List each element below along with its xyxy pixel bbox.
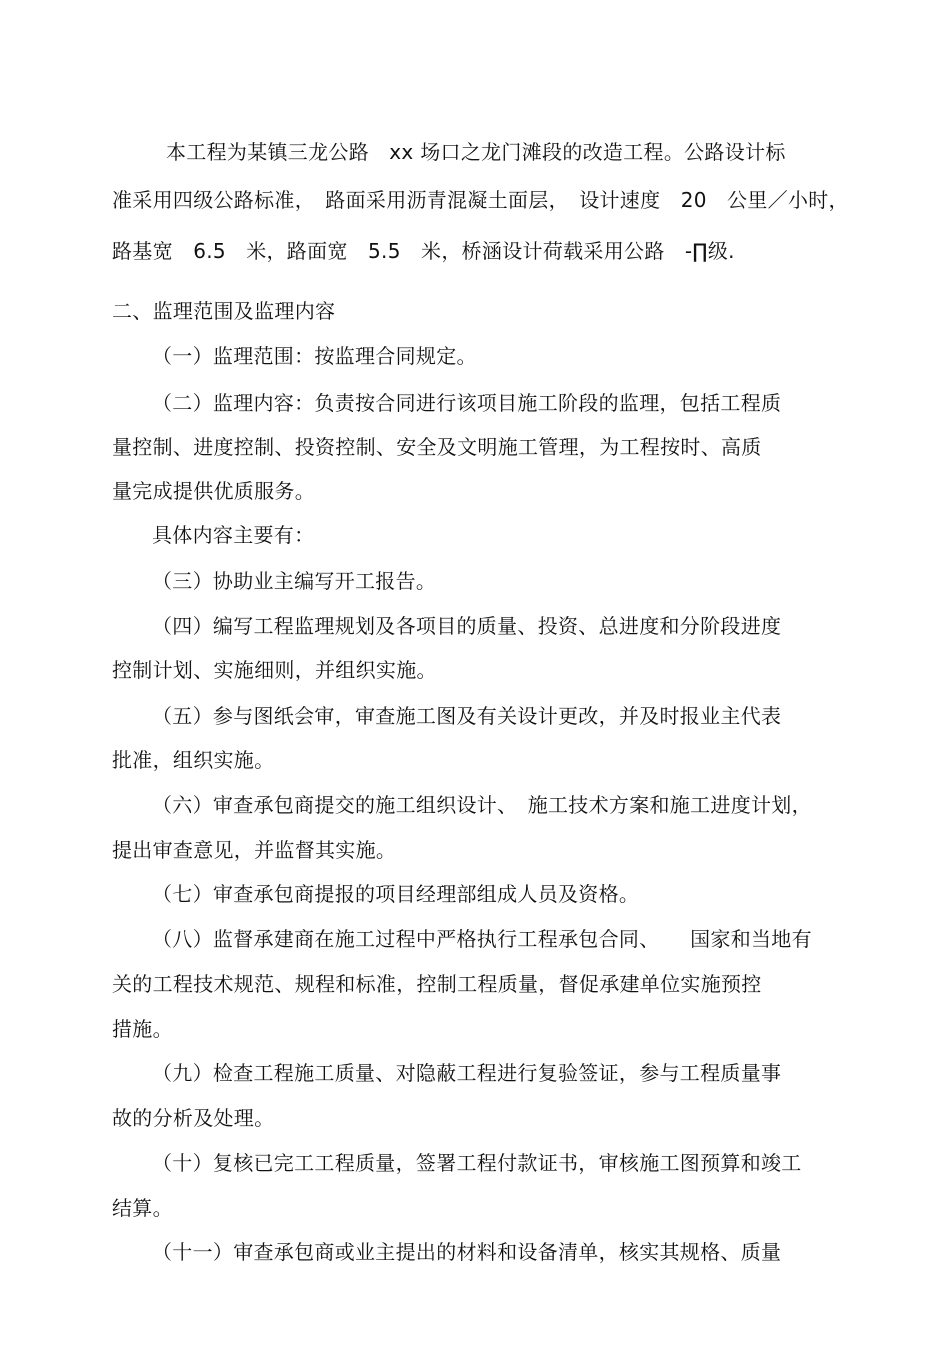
paragraph-line: （十一）审查承包商或业主提出的材料和设备清单，核实其规格、质量 [152, 1240, 782, 1264]
paragraph-line: 具体内容主要有： [152, 523, 315, 547]
paragraph-line: 准采用四级公路标准， 路面采用沥青混凝土面层， 设计速度 20 公里／小时， [112, 188, 849, 212]
paragraph-line: （八）监督承建商在施工过程中严格执行工程承包合同、 国家和当地有 [152, 927, 812, 951]
paragraph-line: （九）检查工程施工质量、对隐蔽工程进行复验签证，参与工程质量事 [152, 1061, 782, 1085]
paragraph-line: 提出审查意见，并监督其实施。 [112, 838, 397, 862]
paragraph-line: 路基宽 6.5 米，路面宽 5.5 米，桥涵设计荷载采用公路 -∏级. [112, 239, 735, 263]
paragraph-line: 本工程为某镇三龙公路 xx 场口之龙门滩段的改造工程。公路设计标 [166, 140, 786, 164]
paragraph-line: （六）审查承包商提交的施工组织设计、 施工技术方案和施工进度计划， [152, 793, 812, 817]
paragraph-line: 措施。 [112, 1017, 173, 1041]
paragraph-line: （四）编写工程监理规划及各项目的质量、投资、总进度和分阶段进度 [152, 614, 782, 638]
paragraph-line: （一）监理范围：按监理合同规定。 [152, 344, 477, 368]
paragraph-line: 控制计划、实施细则，并组织实施。 [112, 658, 437, 682]
paragraph-line: 批准，组织实施。 [112, 748, 275, 772]
paragraph-line: （七）审查承包商提报的项目经理部组成人员及资格。 [152, 882, 640, 906]
paragraph-line: 结算。 [112, 1196, 173, 1220]
paragraph-line: 量控制、进度控制、投资控制、安全及文明施工管理，为工程按时、高质 [112, 435, 762, 459]
paragraph-line: （十）复核已完工工程质量，签署工程付款证书，审核施工图预算和竣工 [152, 1151, 802, 1175]
paragraph-line: （三）协助业主编写开工报告。 [152, 569, 437, 593]
paragraph-line: （二）监理内容：负责按合同进行该项目施工阶段的监理，包括工程质 [152, 391, 782, 415]
section-heading: 二、监理范围及监理内容 [112, 299, 336, 323]
paragraph-line: （五）参与图纸会审，审查施工图及有关设计更改，并及时报业主代表 [152, 704, 782, 728]
paragraph-line: 量完成提供优质服务。 [112, 479, 315, 503]
paragraph-line: 故的分析及处理。 [112, 1106, 275, 1130]
paragraph-line: 关的工程技术规范、规程和标准，控制工程质量，督促承建单位实施预控 [112, 972, 762, 996]
